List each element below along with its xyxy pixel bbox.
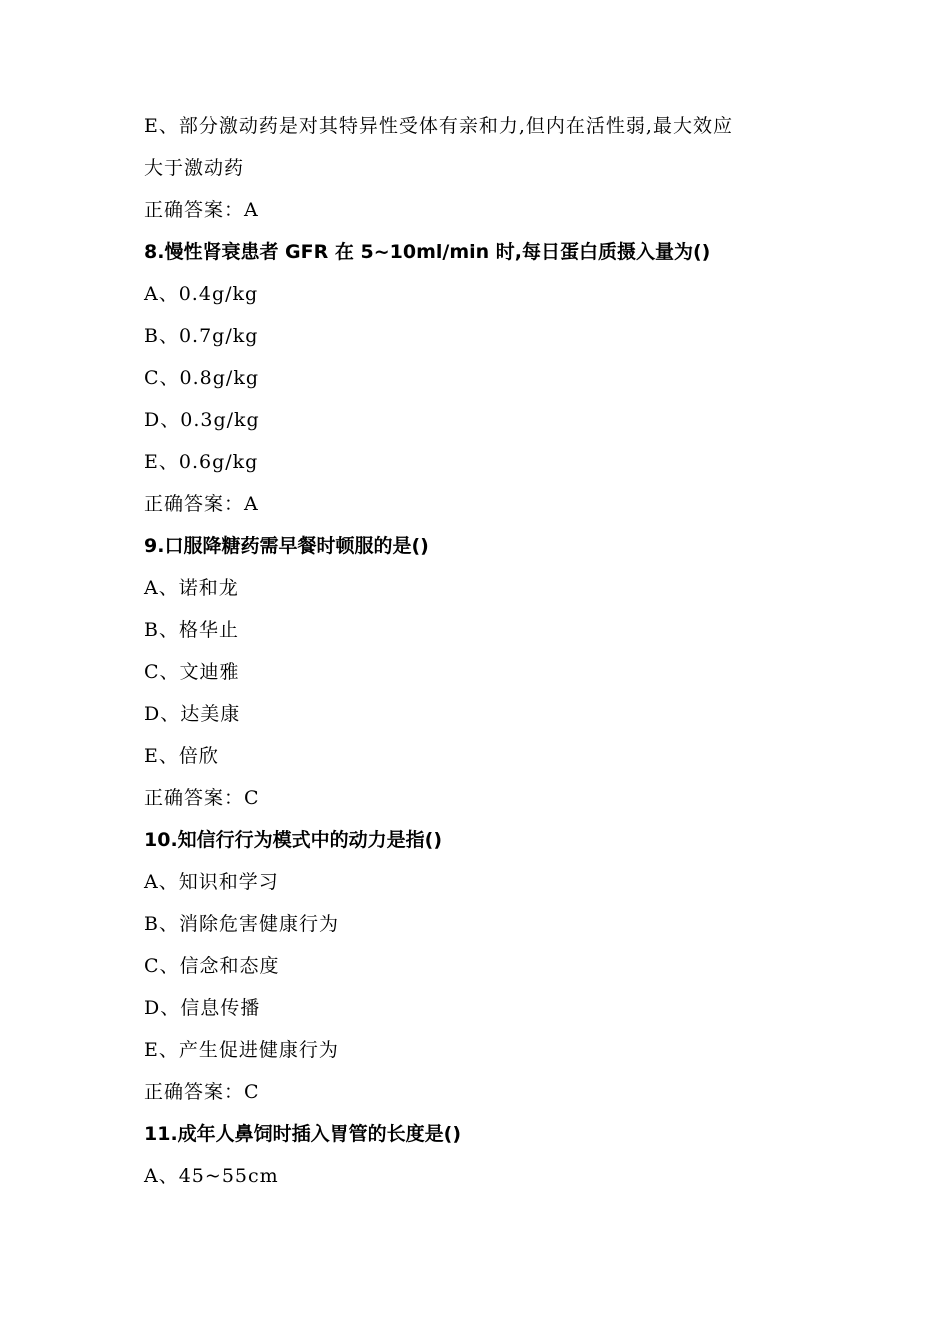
question-10-option-c: C、信念和态度 <box>144 955 280 977</box>
option-text: E、部分激动药是对其特异性受体有亲和力,但内在活性弱,最大效应 <box>144 115 733 137</box>
question-10-option-b: B、消除危害健康行为 <box>144 913 339 935</box>
question-9-option-d: D、达美康 <box>144 703 241 725</box>
question-9: 9.口服降糖药需早餐时顿服的是() <box>144 535 429 557</box>
question-10-correct-answer: 正确答案：C <box>144 1081 260 1103</box>
question-8-option-b: B、0.7g/kg <box>144 325 259 347</box>
question-10-option-d: D、信息传播 <box>144 997 261 1019</box>
question-8-correct-answer: 正确答案：A <box>144 493 259 515</box>
question-9-option-e: E、倍欣 <box>144 745 219 767</box>
question-10-option-a: A、知识和学习 <box>144 871 279 893</box>
correct-answer: 正确答案：A <box>144 199 259 221</box>
question-10-option-e: E、产生促进健康行为 <box>144 1039 339 1061</box>
question-9-option-b: B、格华止 <box>144 619 239 641</box>
question-8-option-d: D、0.3g/kg <box>144 409 260 431</box>
question-11: 11.成年人鼻饲时插入胃管的长度是() <box>144 1123 462 1145</box>
question-8-option-a: A、0.4g/kg <box>144 283 259 305</box>
question-11-option-a: A、45~55cm <box>144 1165 279 1187</box>
question-9-option-c: C、文迪雅 <box>144 661 240 683</box>
question-8: 8.慢性肾衰患者 GFR 在 5~10ml/min 时,每日蛋白质摄入量为() <box>144 241 711 263</box>
option-text-continuation: 大于激动药 <box>144 157 245 179</box>
question-9-option-a: A、诺和龙 <box>144 577 239 599</box>
document-content <box>144 105 824 1197</box>
question-10: 10.知信行行为模式中的动力是指() <box>144 829 443 851</box>
question-8-option-e: E、0.6g/kg <box>144 451 259 473</box>
question-8-option-c: C、0.8g/kg <box>144 367 259 389</box>
question-9-correct-answer: 正确答案：C <box>144 787 260 809</box>
